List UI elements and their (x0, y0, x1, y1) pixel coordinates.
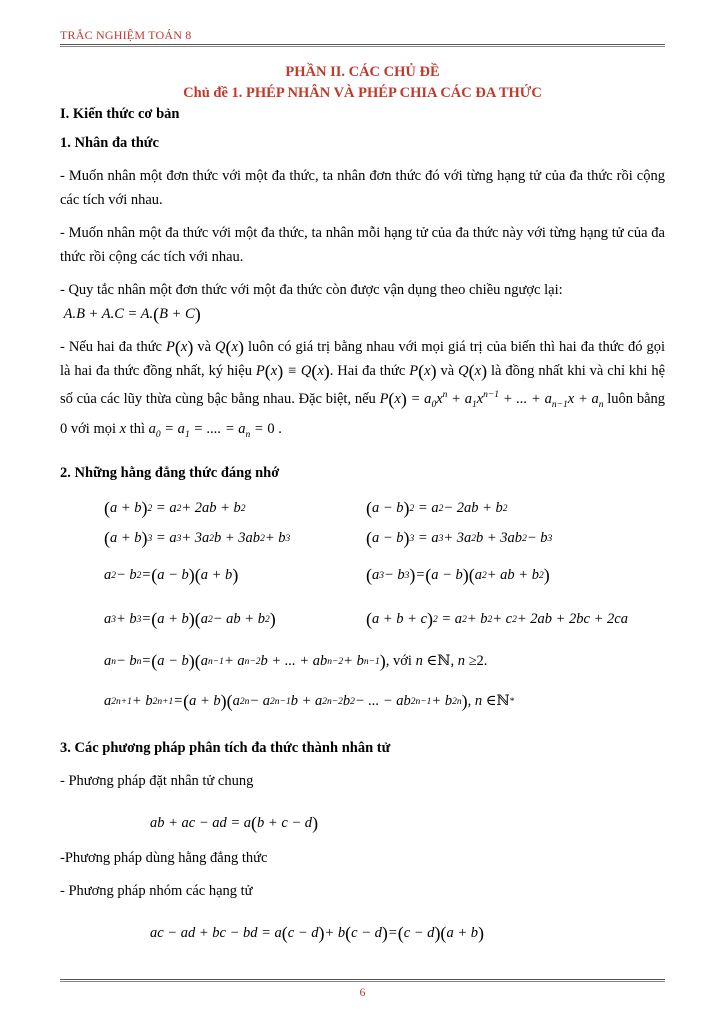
formula-distributive: A.B + A.C = A.(B + C) (60, 304, 201, 324)
subsection-heading-2: 2. Những hằng đẳng thức đáng nhớ (60, 464, 280, 481)
page-header: TRẮC NGHIỆM TOÁN 8 (60, 28, 192, 42)
part-title: PHẦN II. CÁC CHỦ ĐỀ (285, 64, 440, 80)
page-number: 6 (359, 985, 366, 999)
paragraph-4: - Nếu hai đa thức P(x) và Q(x) luôn có giá trị bằng nhau với mọi giá trị của biến thì hai đa thức đó gọi là hai đa thức đồng nhất, ký hiệu P(x) ≡ Q(x). Hai đa thức P(x) và Q(x) là đồng nhất khi và chỉ khi hệ số của các lũy thừa cùng bậc bằng nhau. Đặc biệt, nếu $P(x) = a_0x^n + a_1x^{n-1}$ + ... + $a_{n-1}x + a_n$ luôn bằng 0 với mọi x thì $a_0 = a_1$ = .... = $a_n = 0$ . (60, 337, 666, 440)
identity-1: ( a + b ) 2 = a 2 + 2ab + b 2 (104, 498, 246, 519)
identity-5: a 2 − b 2 = ( a − b )( a + b ) (104, 565, 239, 586)
footer-rule (60, 979, 665, 982)
identity-8: ( a + b + c ) 2 = a 2 + b 2 + c 2 + 2ab + 2bc + 2ca (366, 609, 628, 630)
identity-3: ( a + b ) 3 = a 3 + 3a 2 b + 3ab 2 + b 3 (104, 528, 291, 549)
method-2-label: -Phương pháp dùng hằng đẳng thức (60, 849, 268, 866)
page-content (60, 64, 665, 956)
header-rule (60, 44, 665, 47)
method-1-formula: ab + ac − ad = a ( b + c − d ) (150, 813, 319, 834)
identity-6: ( a 3 − b 3 ) = ( a − b )( a 2 + ab + b 2 ) (366, 565, 550, 586)
subsection-heading-3: 3. Các phương pháp phân tích đa thức thành nhân tử (60, 739, 391, 756)
identities-grid (104, 494, 665, 642)
subsection-heading-1: 1. Nhân đa thức (60, 135, 159, 151)
paragraph-3 (60, 278, 665, 326)
paragraph-3-text: - Quy tắc nhân một đơn thức với một đa thức còn được vận dụng theo chiều ngược lại: (60, 282, 563, 298)
section-heading-1: I. Kiến thức cơ bản (60, 106, 180, 122)
method-1-label: - Phương pháp đặt nhân tử chung (60, 772, 254, 789)
paragraph-2: - Muốn nhân một đa thức với một đa thức, ta nhân mỗi hạng tử của đa thức này với từng hạng tử của đa thức rồi cộng các tích với nhau. (60, 225, 665, 265)
method-3-label: - Phương pháp nhóm các hạng tử (60, 882, 253, 899)
topic-title: Chủ đề 1. PHÉP NHÂN VÀ PHÉP CHIA CÁC ĐA THỨC (183, 85, 542, 101)
method-3-formula: ac − ad + bc − bd = a ( c − d ) + b ( c − d ) = ( c − d )( a + b ) (150, 923, 484, 944)
identity-2: ( a − b ) 2 = a 2 − 2ab + b 2 (366, 498, 508, 519)
identity-10: a 2n+1 + b 2n+1 = ( a + b )( a 2n − a 2n−1 b + a 2n−2 b 2 − ... − ab 2n−1 + b 2n ) , n ∈ ℕ * (104, 691, 515, 712)
identity-9: a n − b n = ( a − b )( a n−1 + a n−2 b + ... + ab n−2 + b n−1 ) , với n ∈ ℕ , n ≥ 2 . (104, 651, 488, 672)
identity-7: a 3 + b 3 = ( a + b )( a 2 − ab + b 2 ) (104, 609, 276, 630)
paragraph-1: - Muốn nhân một đơn thức với một đa thức, ta nhân đơn thức đó với từng hạng tử của đa thức rồi cộng các tích với nhau. (60, 168, 665, 208)
identity-4: ( a − b ) 3 = a 3 + 3a 2 b + 3ab 2 − b 3 (366, 528, 553, 549)
